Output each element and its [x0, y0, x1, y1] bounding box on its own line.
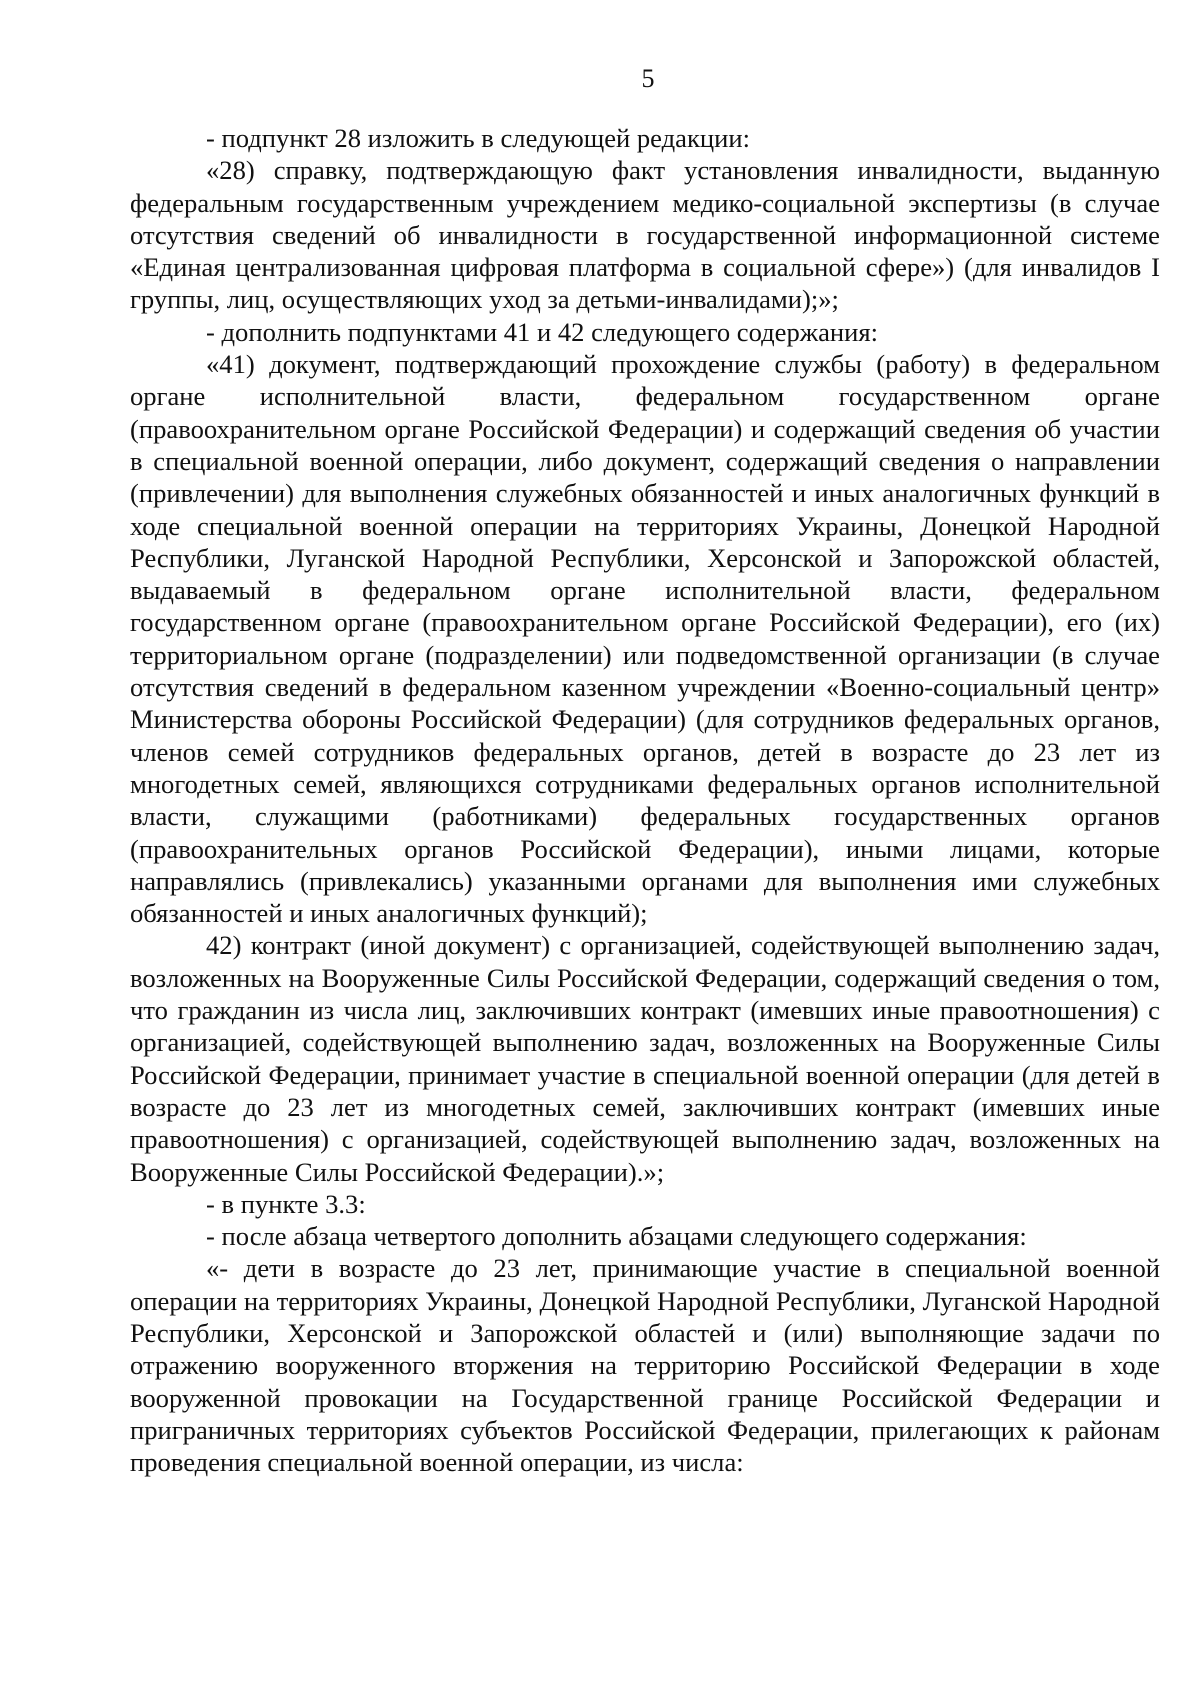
paragraph-subitem-28: «28) справку, подтверждающую факт установления инвалидности, выданную федеральным государственным учреждением медико-социальной экспертизы (в случае отсутствия сведений об инвалидности в государственной информационной системе «Единая централизованная цифровая платформа в социальной сфере») (для инвалидов I группы, лиц, осуществляющих уход за детьми-инвалидами);»;: [130, 155, 1160, 315]
paragraph-children-under-23: «- дети в возрасте до 23 лет, принимающие участие в специальной военной операции на территориях Украины, Донецкой Народной Республики, Луганской Народной Республики, Херсонской и Запорожской областей и (или) выполняющие задачи по отражению вооруженного вторжения на территорию Российской Федерации в ходе вооруженной провокации на Государственной границе Российской Федерации и приграничных территориях субъектов Российской Федерации, прилегающих к районам проведения специальной военной операции, из числа:: [130, 1253, 1160, 1478]
paragraph-subitems-41-42-intro: - дополнить подпунктами 41 и 42 следующего содержания:: [206, 316, 879, 347]
paragraph-subitem-28-intro: - подпункт 28 изложить в следующей редакции:: [206, 123, 750, 153]
paragraph-item-3-3: - в пункте 3.3:: [206, 1188, 366, 1219]
document-body: [130, 122, 1160, 1478]
page-number: 5: [641, 64, 655, 93]
paragraph-subitem-42: 42) контракт (иной документ) с организацией, содействующей выполнению задач, возложенных на Вооруженные Силы Российской Федерации, содержащий сведения о том, что гражданин из числа лиц, заключивших контракт (имевших иные правоотношения) с организацией, содействующей выполнению задач, возложенных на Вооруженные Силы Российской Федерации, принимает участие в специальной военной операции (для детей в возрасте до 23 лет из многодетных семей, заключивших контракт (имевших иные правоотношения) с организацией, содействующей выполнению задач, возложенных на Вооруженные Силы Российской Федерации).»;: [130, 930, 1160, 1187]
paragraph-subitem-41: «41) документ, подтверждающий прохождение службы (работу) в федеральном органе исполнительной власти, федеральном государственном органе (правоохранительном органе Российской Федерации) и содержащий сведения об участии в специальной военной операции, либо документ, содержащий сведения о направлении (привлечении) для выполнения служебных обязанностей и иных аналогичных функций в ходе специальной военной операции на территориях Украины, Донецкой Народной Республики, Луганской Народной Республики, Херсонской и Запорожской областей, выдаваемый в федеральном органе исполнительной власти, федеральном государственном органе (правоохранительном органе Российской Федерации), его (их) территориальном органе (подразделении) или подведомственной организации (в случае отсутствия сведений в федеральном казенном учреждении «Военно-социальный центр» Министерства обороны Российской Федерации) (для сотрудников федеральных органов, членов семей сотрудников федеральных органов, детей в возрасте до 23 лет из многодетных семей, являющихся сотрудниками федеральных органов исполнительной власти, служащими (работниками) федеральных государственных органов (правоохранительных органов Российской Федерации), иными лицами, которые направлялись (привлекались) указанными органами для выполнения ими служебных обязанностей и иных аналогичных функций);: [130, 349, 1160, 929]
paragraph-after-fourth-abzac: - после абзаца четвертого дополнить абзацами следующего содержания:: [206, 1221, 1027, 1252]
